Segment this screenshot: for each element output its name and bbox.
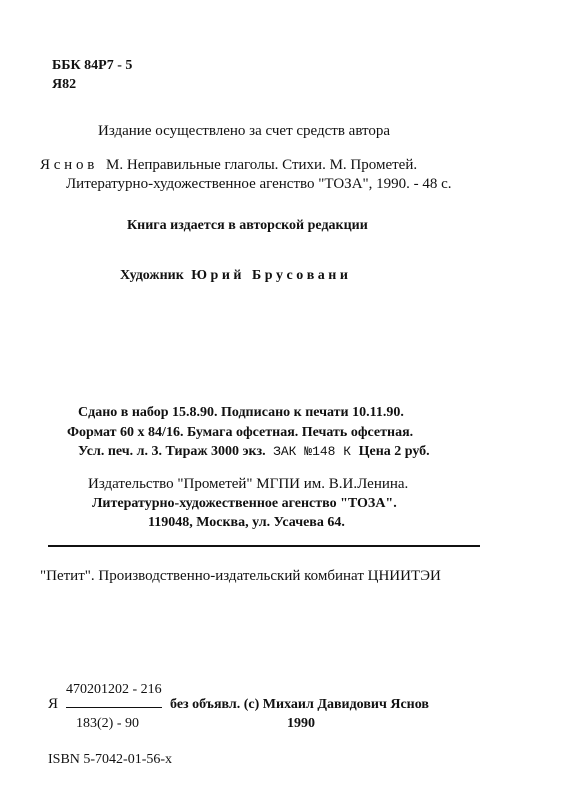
- printer-line: "Петит". Производственно-издательский комбинат ЦНИИТЭИ: [40, 568, 441, 584]
- production-line-1: Сдано в набор 15.8.90. Подписано к печати 10.11.90.: [78, 405, 404, 420]
- order-number: ЗАК №148 К: [273, 444, 352, 459]
- publisher-line-2: Литературно-художественное агенство "ТОЗА".: [92, 496, 397, 511]
- catalog-denominator: 183(2) - 90: [76, 716, 139, 731]
- citation-text: М. Неправильные глаголы. Стихи. М. Прометей.: [106, 157, 418, 173]
- sponsor-note: Издание осуществлено за счет средств автора: [98, 123, 391, 139]
- isbn: ISBN 5-7042-01-56-х: [48, 752, 173, 767]
- publisher-address: 119048, Москва, ул. Усачева 64.: [148, 515, 345, 530]
- artist-label: Художник: [120, 268, 184, 283]
- bbk-code: ББК 84Р7 - 5: [52, 58, 133, 73]
- price: Цена 2 руб.: [358, 444, 430, 459]
- production-line-2: Формат 60 х 84/16. Бумага офсетная. Печать офсетная.: [67, 425, 414, 440]
- publisher-line-1: Издательство "Прометей" МГПИ им. В.И.Ленина.: [88, 476, 409, 492]
- citation-line-2: Литературно-художественное агенство "ТОЗА", 1990. - 48 с.: [66, 176, 452, 192]
- production-line-3: [78, 444, 430, 460]
- catalog-fraction-line: [66, 707, 162, 708]
- citation-line-1: [40, 157, 417, 174]
- copyright-note: без объявл. (с) Михаил Давидович Яснов: [170, 697, 429, 712]
- divider-rule: [48, 545, 480, 547]
- edition-note: Книга издается в авторской редакции: [127, 218, 368, 233]
- copyright-year: 1990: [287, 716, 315, 731]
- artist-credit: [120, 268, 348, 284]
- author-surname: Я с н о в: [40, 157, 95, 173]
- circulation: Усл. печ. л. 3. Тираж 3000 экз.: [78, 444, 266, 459]
- artist-name: Ю р и й Б р у с о в а н и: [191, 268, 348, 283]
- catalog-numerator: 470201202 - 216: [66, 682, 162, 697]
- bbk-index: Я82: [52, 77, 77, 92]
- catalog-letter: Я: [48, 696, 59, 712]
